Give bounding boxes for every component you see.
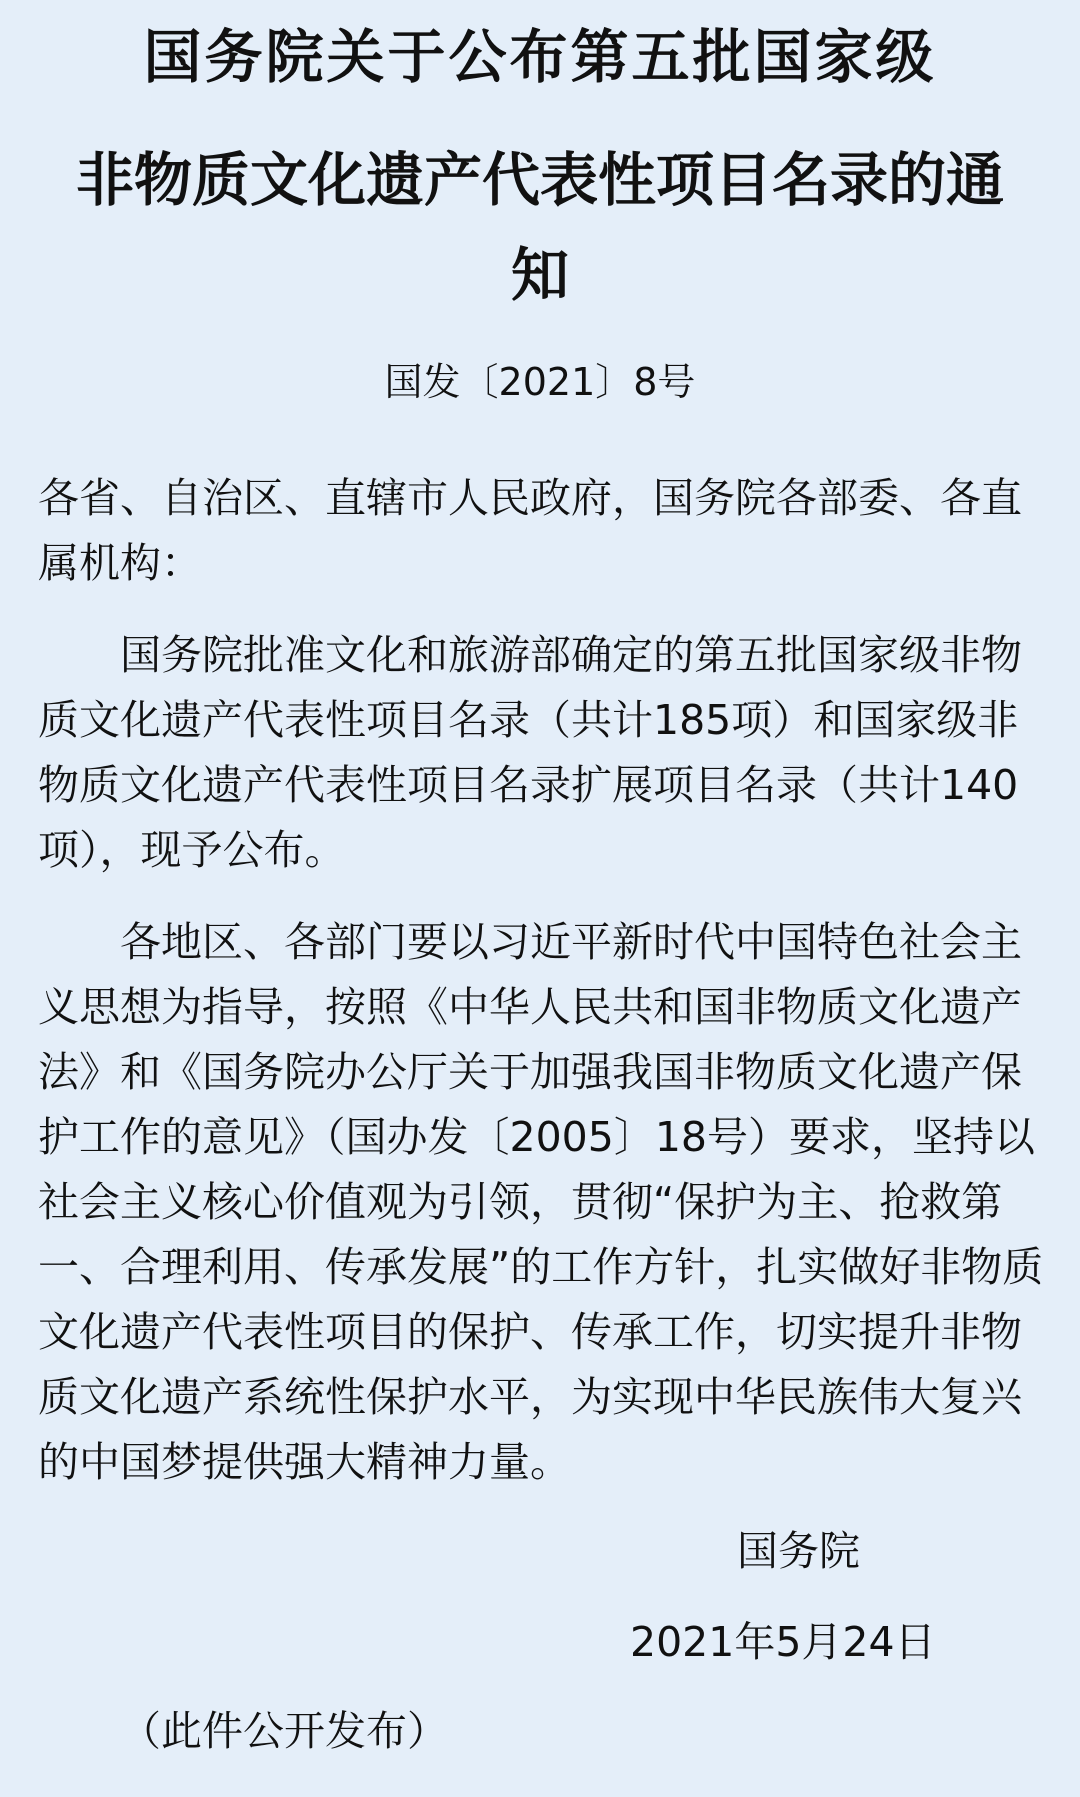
title-line-3: 知 <box>510 241 569 309</box>
signature-date: 2021年5月24日 <box>630 1618 936 1666</box>
title-line-2: 非物质文化遗产代表性项目名录的通 <box>75 146 1004 214</box>
addressee <box>38 466 1048 596</box>
addressee-line: 属机构： <box>38 539 202 587</box>
paragraph-line: 社会主义核心价值观为引领，贯彻“保护为主、抢救第 <box>38 1178 1003 1226</box>
paragraph-line: 质文化遗产代表性项目名录（共计185项）和国家级非 <box>38 696 1019 744</box>
paragraph-line: 文化遗产代表性项目的保护、传承工作，切实提升非物 <box>38 1308 1022 1356</box>
title-line-1: 国务院关于公布第五批国家级 <box>143 23 937 91</box>
paragraph-line: 项），现予公布。 <box>38 826 346 874</box>
document-body <box>38 466 1048 1495</box>
paragraph-line: 各地区、各部门要以习近平新时代中国特色社会主 <box>38 918 1022 966</box>
document-number: 国发〔2021〕8号 <box>384 360 696 404</box>
paragraph-line: 义思想为指导，按照《中华人民共和国非物质文化遗产 <box>38 983 1022 1031</box>
paragraph-1 <box>38 623 1048 883</box>
paragraph-line: 物质文化遗产代表性项目名录扩展项目名录（共计140 <box>38 761 1019 809</box>
paragraph-line: 法》和《国务院办公厅关于加强我国非物质文化遗产保 <box>38 1048 1022 1096</box>
paragraph-line: 国务院批准文化和旅游部确定的第五批国家级非物 <box>38 631 1022 679</box>
paragraph-2 <box>38 910 1048 1495</box>
signature-issuer: 国务院 <box>737 1527 860 1575</box>
paragraph-line: 护工作的意见》（国办发〔2005〕18号）要求，坚持以 <box>38 1113 1036 1161</box>
paragraph-line: 质文化遗产系统性保护水平，为实现中华民族伟大复兴 <box>38 1373 1022 1421</box>
publication-note: （此件公开发布） <box>120 1707 448 1755</box>
paragraph-line: 的中国梦提供强大精神力量。 <box>38 1438 571 1486</box>
paragraph-line: 一、合理利用、传承发展”的工作方针，扎实做好非物质 <box>38 1243 1044 1291</box>
addressee-line: 各省、自治区、直辖市人民政府，国务院各部委、各直 <box>38 474 1022 522</box>
